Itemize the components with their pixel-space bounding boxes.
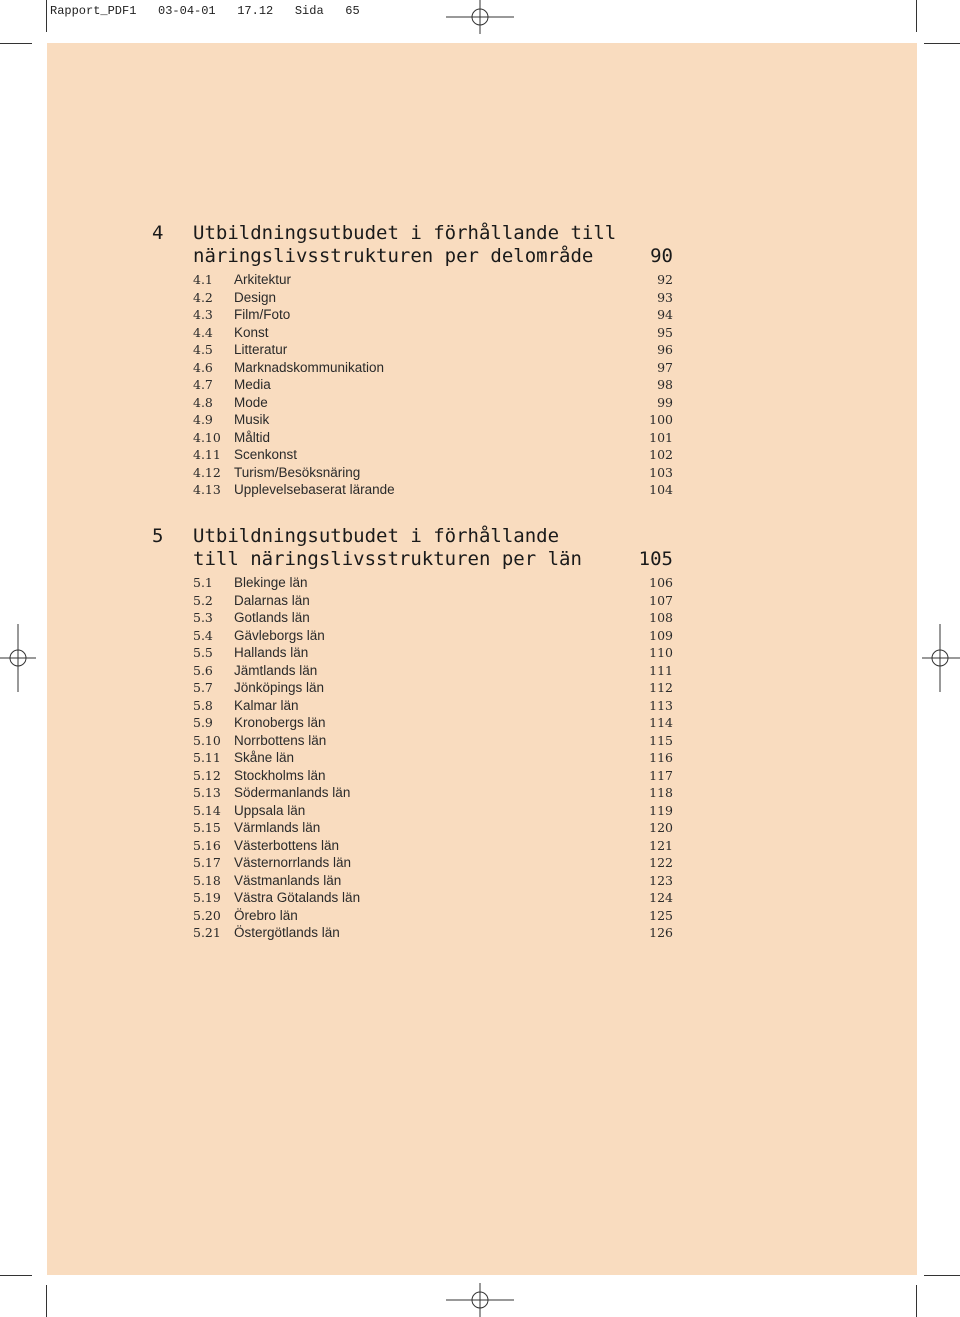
toc-entry-label: Mode (234, 394, 268, 410)
toc-entry-number: 5.1 (193, 575, 213, 590)
toc-entry-number: 4.4 (193, 324, 213, 340)
chapter-number: 5 (152, 525, 164, 547)
toc-entry[interactable] (193, 289, 673, 307)
toc-entry-page: 123 (649, 872, 673, 888)
toc-entry[interactable] (193, 394, 673, 412)
toc-entry-page: 120 (649, 820, 673, 835)
toc-entry-number: 5.14 (193, 802, 221, 818)
toc-entry[interactable] (193, 429, 673, 447)
toc-entry[interactable] (193, 819, 673, 837)
toc-entry-label: Media (234, 377, 271, 392)
toc-entry-page: 122 (649, 855, 673, 870)
toc-entry-label: Norrbottens län (234, 732, 327, 748)
toc-entry[interactable] (193, 907, 673, 925)
toc-entry[interactable] (193, 872, 673, 890)
toc-entry[interactable] (193, 592, 673, 610)
toc-entry-number: 4.9 (193, 412, 213, 427)
toc-entry-page: 93 (657, 289, 673, 305)
toc-entry-label: Skåne län (234, 750, 295, 765)
toc-entry-label: Dalarnas län (234, 592, 310, 608)
toc-entry-label: Västmanlands län (234, 872, 342, 888)
toc-entry-page: 110 (649, 645, 673, 660)
toc-entry-number: 4.3 (193, 307, 213, 322)
toc-entry-number: 4.10 (193, 429, 221, 445)
toc-entry-number: 5.15 (193, 820, 221, 835)
toc-entry-label: Hallands län (234, 645, 309, 660)
print-slug: Rapport_PDF1 03-04-01 17.12 Sida 65 (50, 4, 360, 18)
toc-entry-label: Musik (234, 412, 270, 427)
toc-entry[interactable] (193, 271, 673, 289)
toc-entry-label: Östergötlands län (234, 925, 340, 940)
toc-entry[interactable] (193, 924, 673, 942)
chapter-title-line1: Utbildningsutbudet i förhållande (193, 525, 560, 547)
toc-entry-page: 108 (649, 610, 673, 625)
chapter-page-number: 90 (650, 245, 673, 267)
toc-entry-label: Litteratur (234, 342, 288, 357)
toc-entry-label: Gävleborgs län (234, 627, 325, 643)
toc-entry-page: 98 (657, 377, 673, 392)
toc-entry-number: 4.6 (193, 359, 213, 375)
toc-entry[interactable] (193, 306, 673, 324)
toc-entry[interactable] (193, 627, 673, 645)
toc-entry-label: Upplevelsebaserat lärande (234, 482, 395, 497)
toc-entry-number: 4.12 (193, 464, 221, 480)
toc-entry-page: 113 (649, 697, 673, 713)
toc-entry-label: Västerbottens län (234, 837, 340, 853)
toc-entry-label: Marknadskommunikation (234, 359, 385, 375)
chapter-title-line2: näringslivsstrukturen per delområde (193, 245, 594, 267)
chapter-4-items (193, 271, 673, 499)
toc-entry-number: 5.4 (193, 627, 213, 643)
toc-entry-page: 116 (649, 750, 673, 765)
chapter-5-heading[interactable] (152, 525, 673, 573)
toc-entry-label: Västernorrlands län (234, 855, 352, 870)
toc-entry-label: Uppsala län (234, 802, 306, 818)
toc-entry[interactable] (193, 679, 673, 697)
toc-entry-label: Kronobergs län (234, 715, 326, 730)
toc-entry-page: 121 (649, 837, 673, 853)
toc-entry-number: 5.12 (193, 767, 221, 783)
toc-entry[interactable] (193, 732, 673, 750)
toc-entry[interactable] (193, 837, 673, 855)
toc-entry-page: 114 (649, 715, 673, 730)
toc-entry[interactable] (193, 464, 673, 482)
toc-entry-number: 4.13 (193, 482, 221, 497)
chapter-title-line2: till näringslivsstrukturen per län (193, 548, 582, 570)
toc-entry[interactable] (193, 854, 673, 872)
toc-entry-label: Gotlands län (234, 610, 310, 625)
toc-entry-label: Konst (234, 324, 269, 340)
toc-entry-number: 5.10 (193, 732, 221, 748)
chapter-page-number: 105 (638, 548, 673, 570)
toc-entry-page: 104 (649, 482, 673, 497)
toc-entry-label: Design (234, 289, 277, 305)
toc-entry[interactable] (193, 644, 673, 662)
toc-entry-number: 5.13 (193, 785, 221, 800)
toc-entry[interactable] (193, 609, 673, 627)
toc-entry-page: 118 (649, 785, 673, 800)
chapter-5-items (193, 574, 673, 942)
chapter-4-heading[interactable] (152, 222, 673, 270)
toc-entry-number: 5.5 (193, 645, 213, 660)
toc-entry[interactable] (193, 802, 673, 820)
toc-entry-number: 4.8 (193, 394, 213, 410)
toc-entry-number: 5.21 (193, 925, 221, 940)
toc-entry[interactable] (193, 446, 673, 464)
toc-entry-number: 5.11 (193, 750, 221, 765)
toc-entry-label: Måltid (234, 429, 271, 445)
toc-entry-number: 5.9 (193, 715, 213, 730)
toc-entry-page: 101 (649, 429, 673, 445)
toc-entry-number: 5.17 (193, 855, 221, 870)
toc-entry-page: 92 (657, 272, 673, 287)
toc-entry-page: 95 (657, 324, 673, 340)
toc-entry[interactable] (193, 376, 673, 394)
toc-entry-page: 119 (649, 802, 673, 818)
toc-entry-number: 4.11 (193, 447, 221, 462)
toc-entry-number: 4.5 (193, 342, 213, 357)
toc-entry-label: Blekinge län (234, 575, 308, 590)
toc-entry-number: 5.3 (193, 610, 213, 625)
chapter-number: 4 (152, 222, 164, 244)
toc-entry-label: Södermanlands län (234, 785, 351, 800)
toc-entry[interactable] (193, 784, 673, 802)
toc-entry[interactable] (193, 767, 673, 785)
toc-entry-label: Västra Götalands län (234, 890, 361, 905)
toc-entry-number: 5.19 (193, 890, 221, 905)
toc-entry-number: 5.2 (193, 592, 213, 608)
toc-entry-page: 96 (657, 342, 673, 357)
toc-entry-page: 125 (649, 907, 673, 923)
toc-entry-page: 103 (649, 464, 673, 480)
toc-entry-page: 102 (649, 447, 673, 462)
chapter-title-line1: Utbildningsutbudet i förhållande till (193, 222, 617, 244)
toc-entry-label: Turism/Besöksnäring (234, 464, 361, 480)
toc-entry-label: Stockholms län (234, 767, 326, 783)
toc-entry[interactable] (193, 341, 673, 359)
toc-entry-number: 4.2 (193, 289, 213, 305)
toc-entry[interactable] (193, 662, 673, 680)
toc-entry-label: Kalmar län (234, 697, 299, 713)
toc-entry-page: 99 (657, 394, 673, 410)
toc-entry[interactable] (193, 574, 673, 592)
toc-entry-page: 109 (649, 627, 673, 643)
toc-entry-label: Film/Foto (234, 307, 291, 322)
toc-entry-page: 107 (649, 592, 673, 608)
toc-entry-label: Jönköpings län (234, 680, 325, 695)
toc-entry-page: 100 (649, 412, 673, 427)
toc-entry-page: 94 (657, 307, 673, 322)
toc-entry[interactable] (193, 697, 673, 715)
toc-entry-page: 106 (649, 575, 673, 590)
toc-entry-number: 5.20 (193, 907, 221, 923)
toc-entry-page: 112 (649, 680, 673, 695)
toc-entry[interactable] (193, 411, 673, 429)
toc-entry-page: 111 (649, 662, 673, 678)
toc-entry-label: Värmlands län (234, 820, 321, 835)
toc-entry-page: 97 (657, 359, 673, 375)
toc-entry-label: Scenkonst (234, 447, 298, 462)
toc-entry-page: 124 (649, 890, 673, 905)
toc-entry[interactable] (193, 714, 673, 732)
toc-entry-number: 5.16 (193, 837, 221, 853)
toc-entry-number: 5.7 (193, 680, 213, 695)
toc-entry[interactable] (193, 889, 673, 907)
toc-entry[interactable] (193, 324, 673, 342)
toc-entry-number: 4.7 (193, 377, 213, 392)
toc-entry-label: Jämtlands län (234, 662, 318, 678)
toc-entry-number: 5.18 (193, 872, 221, 888)
toc-entry[interactable] (193, 481, 673, 499)
toc-entry[interactable] (193, 359, 673, 377)
toc-entry-number: 5.6 (193, 662, 213, 678)
toc-entry[interactable] (193, 749, 673, 767)
toc-entry-label: Örebro län (234, 907, 298, 923)
toc-entry-number: 5.8 (193, 697, 213, 713)
toc-entry-page: 126 (649, 925, 673, 940)
toc-entry-number: 4.1 (193, 272, 213, 287)
toc-entry-label: Arkitektur (234, 272, 292, 287)
toc-entry-page: 117 (649, 767, 673, 783)
toc-entry-page: 115 (649, 732, 673, 748)
